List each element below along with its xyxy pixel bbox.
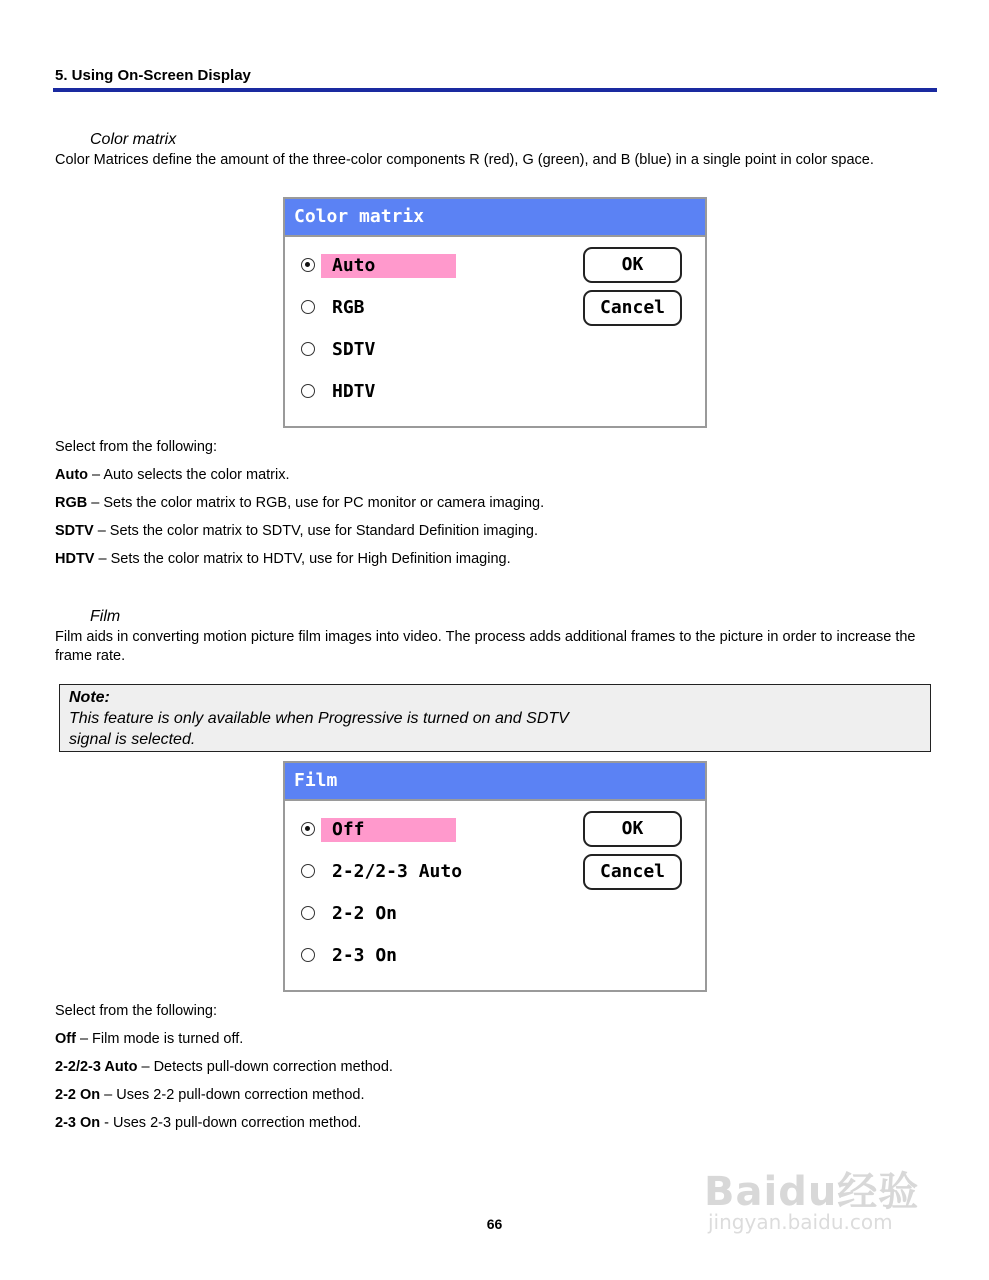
dialog-separator bbox=[285, 235, 705, 237]
radio-selected-icon[interactable] bbox=[301, 822, 315, 836]
cancel-button[interactable]: Cancel bbox=[583, 854, 682, 890]
desc-line bbox=[55, 550, 511, 569]
radio-icon[interactable] bbox=[301, 384, 315, 398]
desc-text: – Sets the color matrix to RGB, use for PC monitor or camera imaging. bbox=[87, 495, 545, 511]
color-matrix-dialog bbox=[283, 197, 707, 428]
color-matrix-select-intro: Select from the following: bbox=[55, 439, 217, 455]
desc-term: RGB bbox=[55, 495, 88, 511]
baidu-watermark bbox=[700, 1150, 940, 1250]
radio-icon[interactable] bbox=[301, 300, 315, 314]
radio-icon[interactable] bbox=[301, 948, 315, 962]
radio-icon[interactable] bbox=[301, 342, 315, 356]
desc-term: 2-2 On bbox=[55, 1087, 101, 1103]
desc-term: 2-2/2-3 Auto bbox=[55, 1059, 138, 1075]
desc-text: – Uses 2-2 pull-down correction method. bbox=[100, 1087, 365, 1103]
desc-text: – Sets the color matrix to HDTV, use for High Definition imaging. bbox=[94, 551, 511, 567]
ok-button[interactable]: OK bbox=[583, 247, 682, 283]
note-line-1: This feature is only available when Progressive is turned on and SDTV bbox=[69, 710, 569, 727]
film-select-intro: Select from the following: bbox=[55, 1003, 217, 1019]
color-matrix-intro: Color Matrices define the amount of the three-color components R (red), G (green), and B (blue) in a single point in color space. bbox=[55, 152, 874, 168]
desc-term: SDTV bbox=[55, 523, 94, 539]
desc-line bbox=[55, 1030, 243, 1049]
ok-button[interactable]: OK bbox=[583, 811, 682, 847]
film-intro: Film aids in converting motion picture film images into video. The process adds additional frames to the picture in order to increase the frame rate. bbox=[55, 629, 916, 664]
desc-line bbox=[55, 1086, 364, 1105]
option-label: 2-3 On bbox=[332, 945, 398, 966]
cancel-button[interactable]: Cancel bbox=[583, 290, 682, 326]
desc-text: – Detects pull-down correction method. bbox=[137, 1059, 393, 1075]
desc-text: - Uses 2-3 pull-down correction method. bbox=[100, 1115, 362, 1131]
color-matrix-dialog-title: Color matrix bbox=[285, 199, 705, 235]
option-label: 2-2/2-3 Auto bbox=[332, 861, 463, 882]
desc-line bbox=[55, 494, 544, 513]
desc-term: Off bbox=[55, 1031, 76, 1047]
watermark-url: jingyan.baidu.com bbox=[708, 1210, 893, 1234]
film-section-title: Film bbox=[90, 608, 121, 625]
dialog-separator bbox=[285, 799, 705, 801]
radio-icon[interactable] bbox=[301, 864, 315, 878]
page-header-title: 5. Using On-Screen Display bbox=[55, 67, 251, 84]
desc-term: Auto bbox=[55, 467, 89, 483]
desc-line bbox=[55, 522, 538, 541]
page-number: 66 bbox=[486, 1216, 503, 1232]
desc-term: HDTV bbox=[55, 551, 95, 567]
desc-text: – Sets the color matrix to SDTV, use for Standard Definition imaging. bbox=[93, 523, 539, 539]
film-dialog bbox=[283, 761, 707, 992]
desc-line bbox=[55, 1114, 361, 1133]
option-label: HDTV bbox=[332, 381, 376, 402]
option-label: 2-2 On bbox=[332, 903, 398, 924]
header-rule bbox=[53, 88, 937, 92]
option-label: SDTV bbox=[332, 339, 376, 360]
color-matrix-section-title: Color matrix bbox=[90, 131, 177, 148]
film-dialog-title: Film bbox=[285, 763, 705, 799]
desc-line bbox=[55, 466, 290, 485]
note-line-2: signal is selected. bbox=[69, 731, 196, 748]
option-label: Auto bbox=[321, 254, 456, 278]
option-label: RGB bbox=[332, 297, 365, 318]
watermark-brand: Baidu经验 bbox=[704, 1169, 920, 1215]
radio-icon[interactable] bbox=[301, 906, 315, 920]
desc-text: – Film mode is turned off. bbox=[75, 1031, 244, 1047]
note-box bbox=[59, 684, 931, 752]
note-title: Note: bbox=[69, 689, 110, 706]
option-label: Off bbox=[321, 818, 456, 842]
desc-text: – Auto selects the color matrix. bbox=[88, 467, 290, 483]
radio-selected-icon[interactable] bbox=[301, 258, 315, 272]
desc-line bbox=[55, 1058, 393, 1077]
desc-term: 2-3 On bbox=[55, 1115, 101, 1131]
